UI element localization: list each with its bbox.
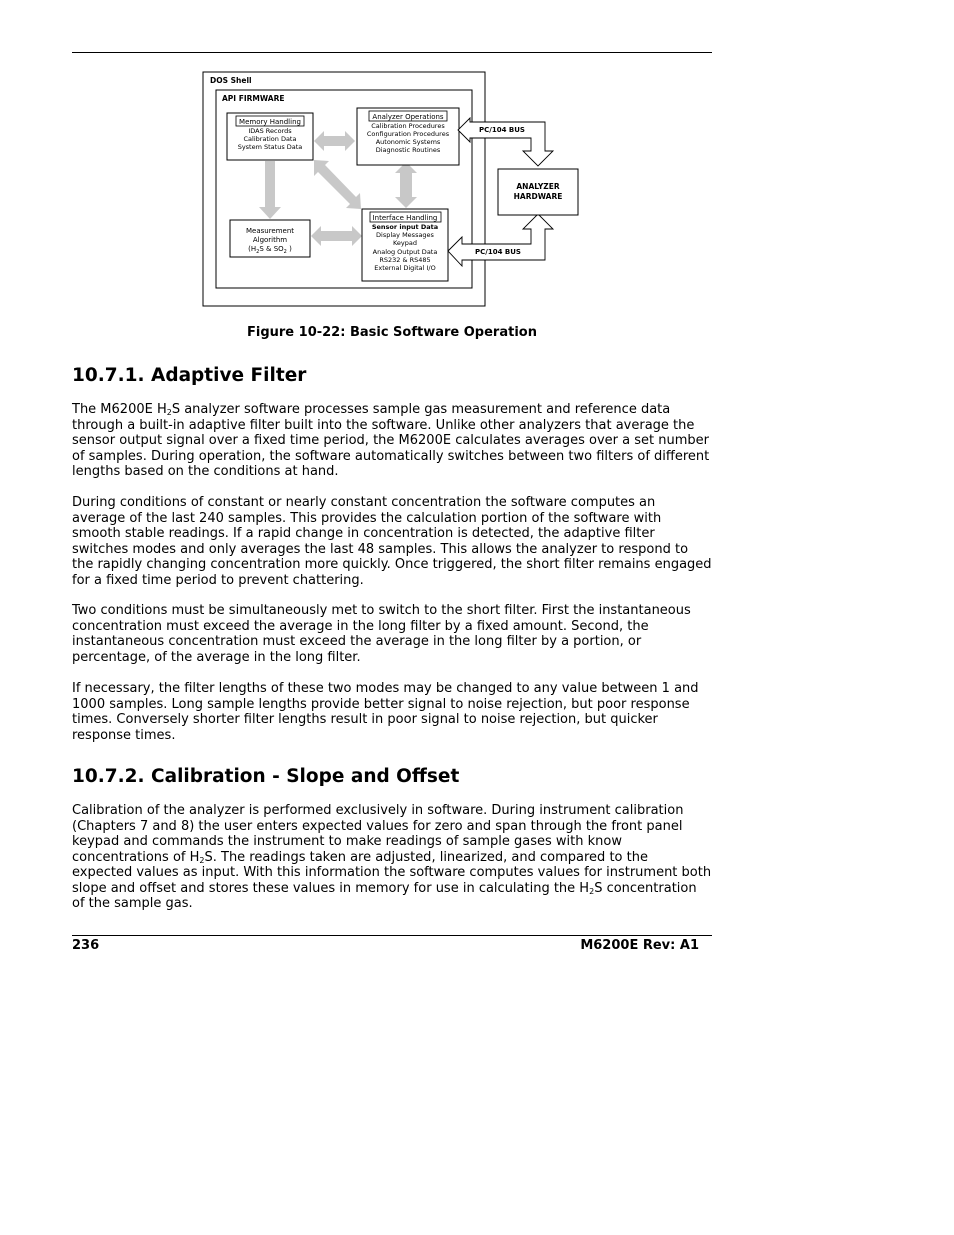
interface-line-4: RS232 & RS485 [379, 256, 431, 264]
adaptive-filter-paragraph-3: Two conditions must be simultaneously met to switch to the short filter. First the instantaneous concentration must exceed the average in the long filter by a fixed amount. Second, the instantaneous concentration must exceed the average in the long filter by a portion, or percentage, of the average in the long filter. [72, 603, 691, 665]
analyzer-ops-line-2: Configuration Procedures [366, 130, 450, 138]
memory-handling-title: Memory Handling [239, 118, 301, 126]
dos-shell-label: DOS Shell [210, 76, 252, 85]
memory-line-1: IDAS Records [248, 127, 292, 135]
interface-line-3: Analog Output Data [372, 248, 438, 256]
measurement-line-2: Algorithm [252, 236, 288, 244]
software-operation-diagram [200, 70, 585, 310]
adaptive-filter-paragraph-1: The M6200E $H_2S$ analyzer software processes sample gas measurement and reference data through a built-in adaptive filter built into the software. Unlike other analyzers that average the sensor output signal over a fixed time period, the M6200E calculates averages over a set number of samples. During operation, the software automatically switches between two filters of different lengths based on the conditions at hand. [72, 402, 710, 479]
memory-line-2: Calibration Data [243, 135, 297, 143]
interface-handling-title: Interface Handling [372, 214, 438, 222]
analyzer-hardware-line-2: HARDWARE [513, 192, 563, 201]
interface-line-5: External Digital I/O [374, 264, 436, 272]
api-firmware-label: API FIRMWARE [222, 94, 285, 103]
measurement-line-3: ($H_2S$ & $SO_2$ ) [248, 245, 292, 255]
analyzer-ops-line-4: Diagnostic Routines [375, 146, 441, 154]
pc104-bus-bottom-label: PC/104 BUS [475, 248, 521, 256]
header-rule [72, 52, 712, 53]
measurement-line-1: Measurement [245, 227, 295, 235]
memory-line-3: System Status Data [237, 143, 303, 151]
interface-line-1: Display Messages [376, 231, 434, 239]
footer-rule [72, 935, 712, 936]
figure-caption: Figure 10-22: Basic Software Operation [247, 325, 537, 340]
interface-line-bold: Sensor input Data [371, 223, 439, 231]
document-revision: M6200E Rev: A1 [580, 938, 699, 953]
analyzer-ops-line-3: Autonomic Systems [375, 138, 441, 146]
page-number: 236 [72, 938, 100, 953]
analyzer-ops-line-1: Calibration Procedures [371, 122, 445, 130]
section-heading-calibration: 10.7.2. Calibration - Slope and Offset [72, 766, 460, 787]
analyzer-operations-title: Analyzer Operations [372, 113, 444, 121]
adaptive-filter-paragraph-2: During conditions of constant or nearly constant concentration the software computes an average of the last 240 samples. This provides the calculation portion of the software with smooth stable readings. If a rapid change in concentration is detected, the adaptive filter switches modes and only averages the last 48 samples. This allows the analyzer to respond to the rapidly changing concentration more quickly. Once triggered, the short filter remains engaged for a fixed time period to prevent chattering. [72, 495, 712, 588]
pc104-bus-top-label: PC/104 BUS [479, 126, 525, 134]
interface-line-2: Keypad [392, 239, 418, 247]
calibration-paragraph: Calibration of the analyzer is performed exclusively in software. During instrument calibration (Chapters 7 and 8) the user enters expected values for zero and span through the front panel keypad and commands the instrument to make readings of sample gases with know concentrations of $H_2S$. The readings taken are adjusted, linearized, and compared to the expected values as input. With this information the software computes values for instrument both slope and offset and stores these values in memory for use in calculating the $H_2S$ concentration of the sample gas. [72, 803, 712, 911]
adaptive-filter-paragraph-4: If necessary, the filter lengths of these two modes may be changed to any value between 1 and 1000 samples. Long sample lengths provide better signal to noise rejection, but poor response times. Conversely shorter filter lengths result in poor signal to noise rejection, but quicker response times. [72, 681, 699, 743]
analyzer-hardware-line-1: ANALYZER [516, 182, 560, 191]
section-heading-adaptive-filter: 10.7.1. Adaptive Filter [72, 365, 307, 386]
